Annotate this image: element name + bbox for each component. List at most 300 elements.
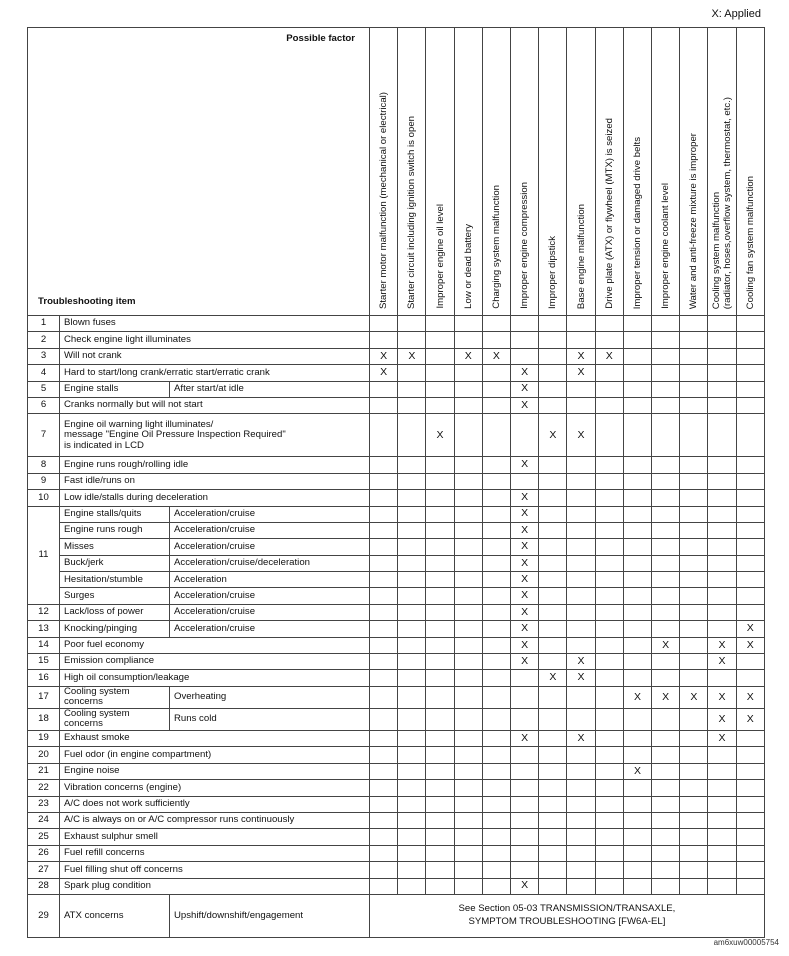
troubleshooting-condition: Acceleration/cruise	[170, 621, 370, 637]
empty-cell	[454, 731, 482, 747]
empty-cell	[539, 763, 567, 779]
empty-cell	[652, 588, 680, 604]
empty-cell	[708, 747, 736, 763]
empty-cell	[567, 572, 595, 588]
table-row	[28, 604, 765, 620]
empty-cell	[370, 457, 398, 473]
empty-cell	[623, 539, 651, 555]
header-corner	[28, 28, 370, 316]
empty-cell	[398, 878, 426, 894]
troubleshooting-item: Cooling system concerns	[60, 686, 170, 708]
empty-cell	[680, 829, 708, 845]
empty-cell	[623, 414, 651, 457]
empty-cell	[623, 829, 651, 845]
empty-cell	[482, 621, 510, 637]
empty-cell	[567, 637, 595, 653]
empty-cell	[595, 397, 623, 413]
factor-column-header	[708, 28, 736, 316]
applied-mark: X	[511, 365, 539, 381]
empty-cell	[454, 812, 482, 828]
empty-cell	[426, 686, 454, 708]
empty-cell	[482, 414, 510, 457]
row-number: 13	[28, 621, 60, 637]
empty-cell	[736, 381, 764, 397]
empty-cell	[426, 862, 454, 878]
empty-cell	[652, 763, 680, 779]
empty-cell	[708, 522, 736, 538]
applied-mark: X	[511, 457, 539, 473]
factor-column-header	[539, 28, 567, 316]
empty-cell	[398, 845, 426, 861]
applied-mark: X	[567, 414, 595, 457]
row-number: 14	[28, 637, 60, 653]
empty-cell	[652, 812, 680, 828]
empty-cell	[454, 686, 482, 708]
empty-cell	[370, 604, 398, 620]
empty-cell	[398, 332, 426, 348]
applied-mark: X	[482, 348, 510, 364]
empty-cell	[426, 506, 454, 522]
empty-cell	[623, 731, 651, 747]
table-row	[28, 414, 765, 457]
empty-cell	[511, 348, 539, 364]
empty-cell	[623, 796, 651, 812]
empty-cell	[595, 522, 623, 538]
empty-cell	[736, 829, 764, 845]
factor-label: Improper engine oil level	[434, 204, 446, 309]
table-row	[28, 621, 765, 637]
empty-cell	[511, 686, 539, 708]
empty-cell	[595, 473, 623, 489]
applied-mark: X	[567, 654, 595, 670]
empty-cell	[708, 332, 736, 348]
empty-cell	[623, 845, 651, 861]
empty-cell	[539, 747, 567, 763]
empty-cell	[370, 332, 398, 348]
empty-cell	[482, 588, 510, 604]
empty-cell	[652, 604, 680, 620]
document-code: am6xuw00005754	[713, 938, 779, 947]
applied-mark: X	[623, 686, 651, 708]
empty-cell	[652, 708, 680, 730]
factor-label: Cooling system malfunction (radiator, hoses,overflow system, thermostat, etc.)	[711, 96, 734, 309]
empty-cell	[539, 780, 567, 796]
table-row	[28, 894, 765, 937]
empty-cell	[482, 878, 510, 894]
empty-cell	[595, 708, 623, 730]
empty-cell	[680, 572, 708, 588]
empty-cell	[623, 490, 651, 506]
troubleshooting-item: Engine runs rough	[60, 522, 170, 538]
empty-cell	[680, 780, 708, 796]
empty-cell	[482, 490, 510, 506]
empty-cell	[652, 348, 680, 364]
applied-mark: X	[398, 348, 426, 364]
empty-cell	[539, 731, 567, 747]
empty-cell	[426, 348, 454, 364]
troubleshooting-item: Surges	[60, 588, 170, 604]
empty-cell	[539, 316, 567, 332]
empty-cell	[370, 708, 398, 730]
factor-label: Charging system malfunction	[490, 185, 502, 309]
troubleshooting-item: Exhaust smoke	[60, 731, 370, 747]
factor-label: Base engine malfunction	[575, 203, 587, 309]
table-row	[28, 539, 765, 555]
empty-cell	[680, 812, 708, 828]
applied-mark: X	[539, 670, 567, 686]
empty-cell	[398, 414, 426, 457]
applied-mark: X	[511, 506, 539, 522]
empty-cell	[708, 780, 736, 796]
empty-cell	[511, 670, 539, 686]
empty-cell	[482, 604, 510, 620]
empty-cell	[708, 506, 736, 522]
table-row	[28, 637, 765, 653]
empty-cell	[623, 588, 651, 604]
empty-cell	[736, 397, 764, 413]
empty-cell	[426, 708, 454, 730]
applied-mark: X	[708, 686, 736, 708]
row-number: 2	[28, 332, 60, 348]
empty-cell	[398, 316, 426, 332]
empty-cell	[398, 588, 426, 604]
empty-cell	[539, 457, 567, 473]
empty-cell	[398, 365, 426, 381]
factor-column-header	[680, 28, 708, 316]
empty-cell	[652, 829, 680, 845]
empty-cell	[426, 457, 454, 473]
table-row	[28, 731, 765, 747]
empty-cell	[454, 490, 482, 506]
troubleshooting-item: Hesitation/stumble	[60, 572, 170, 588]
empty-cell	[482, 845, 510, 861]
empty-cell	[398, 637, 426, 653]
empty-cell	[398, 796, 426, 812]
row-number: 7	[28, 414, 60, 457]
empty-cell	[454, 473, 482, 489]
empty-cell	[623, 654, 651, 670]
factor-column-header	[511, 28, 539, 316]
troubleshooting-condition: Runs cold	[170, 708, 370, 730]
troubleshooting-item: Engine stalls/quits	[60, 506, 170, 522]
empty-cell	[736, 862, 764, 878]
empty-cell	[398, 397, 426, 413]
empty-cell	[708, 829, 736, 845]
factor-column-header	[595, 28, 623, 316]
table-row	[28, 522, 765, 538]
empty-cell	[736, 365, 764, 381]
empty-cell	[398, 780, 426, 796]
empty-cell	[595, 812, 623, 828]
cross-reference-note: See Section 05-03 TRANSMISSION/TRANSAXLE, SYMPTOM TROUBLESHOOTING [FW6A-EL]	[370, 894, 765, 937]
empty-cell	[708, 878, 736, 894]
empty-cell	[454, 539, 482, 555]
empty-cell	[595, 381, 623, 397]
empty-cell	[708, 365, 736, 381]
empty-cell	[567, 473, 595, 489]
header-row	[28, 28, 765, 316]
empty-cell	[370, 812, 398, 828]
troubleshooting-item: Check engine light illuminates	[60, 332, 370, 348]
empty-cell	[482, 829, 510, 845]
applied-mark: X	[736, 708, 764, 730]
empty-cell	[454, 381, 482, 397]
empty-cell	[511, 414, 539, 457]
empty-cell	[652, 555, 680, 571]
empty-cell	[595, 555, 623, 571]
applied-mark: X	[652, 637, 680, 653]
empty-cell	[454, 763, 482, 779]
empty-cell	[567, 316, 595, 332]
empty-cell	[511, 708, 539, 730]
empty-cell	[736, 796, 764, 812]
empty-cell	[511, 763, 539, 779]
empty-cell	[567, 555, 595, 571]
empty-cell	[708, 348, 736, 364]
empty-cell	[426, 555, 454, 571]
empty-cell	[595, 490, 623, 506]
table-row	[28, 365, 765, 381]
empty-cell	[426, 522, 454, 538]
empty-cell	[567, 588, 595, 604]
empty-cell	[370, 316, 398, 332]
empty-cell	[511, 862, 539, 878]
empty-cell	[736, 747, 764, 763]
empty-cell	[652, 490, 680, 506]
empty-cell	[567, 796, 595, 812]
applied-mark: X	[652, 686, 680, 708]
empty-cell	[623, 365, 651, 381]
empty-cell	[454, 747, 482, 763]
empty-cell	[482, 572, 510, 588]
empty-cell	[623, 397, 651, 413]
empty-cell	[567, 539, 595, 555]
possible-factor-label: Possible factor	[286, 33, 356, 44]
troubleshooting-item: Emission compliance	[60, 654, 370, 670]
empty-cell	[482, 539, 510, 555]
empty-cell	[680, 654, 708, 670]
empty-cell	[370, 572, 398, 588]
empty-cell	[623, 780, 651, 796]
empty-cell	[482, 522, 510, 538]
empty-cell	[539, 621, 567, 637]
row-number: 16	[28, 670, 60, 686]
troubleshooting-item: Fuel refill concerns	[60, 845, 370, 861]
troubleshooting-item: Engine oil warning light illuminates/ message "Engine Oil Pressure Inspection Required" is indicated in LCD	[60, 414, 370, 457]
empty-cell	[567, 878, 595, 894]
empty-cell	[652, 332, 680, 348]
empty-cell	[623, 708, 651, 730]
troubleshooting-item: Vibration concerns (engine)	[60, 780, 370, 796]
empty-cell	[398, 763, 426, 779]
table-body	[28, 316, 765, 938]
empty-cell	[567, 780, 595, 796]
empty-cell	[398, 539, 426, 555]
empty-cell	[567, 522, 595, 538]
empty-cell	[482, 397, 510, 413]
row-number: 20	[28, 747, 60, 763]
table-row	[28, 490, 765, 506]
empty-cell	[426, 829, 454, 845]
applied-mark: X	[567, 365, 595, 381]
applied-mark: X	[511, 604, 539, 620]
empty-cell	[680, 731, 708, 747]
row-number: 25	[28, 829, 60, 845]
empty-cell	[708, 572, 736, 588]
empty-cell	[370, 731, 398, 747]
empty-cell	[370, 490, 398, 506]
empty-cell	[482, 670, 510, 686]
factor-label: Improper tension or damaged drive belts	[631, 136, 643, 309]
empty-cell	[708, 862, 736, 878]
empty-cell	[680, 670, 708, 686]
empty-cell	[623, 555, 651, 571]
empty-cell	[539, 522, 567, 538]
row-number: 5	[28, 381, 60, 397]
row-number: 27	[28, 862, 60, 878]
empty-cell	[680, 708, 708, 730]
empty-cell	[426, 365, 454, 381]
empty-cell	[567, 763, 595, 779]
empty-cell	[567, 829, 595, 845]
empty-cell	[539, 490, 567, 506]
empty-cell	[482, 747, 510, 763]
empty-cell	[708, 457, 736, 473]
empty-cell	[370, 414, 398, 457]
empty-cell	[623, 747, 651, 763]
empty-cell	[595, 878, 623, 894]
empty-cell	[736, 572, 764, 588]
empty-cell	[736, 780, 764, 796]
applied-mark: X	[567, 731, 595, 747]
applied-mark: X	[511, 539, 539, 555]
empty-cell	[454, 555, 482, 571]
empty-cell	[398, 490, 426, 506]
empty-cell	[454, 572, 482, 588]
empty-cell	[595, 332, 623, 348]
factor-column-header	[454, 28, 482, 316]
empty-cell	[370, 862, 398, 878]
applied-mark: X	[567, 348, 595, 364]
empty-cell	[680, 637, 708, 653]
empty-cell	[454, 780, 482, 796]
empty-cell	[736, 414, 764, 457]
empty-cell	[370, 621, 398, 637]
empty-cell	[398, 708, 426, 730]
empty-cell	[539, 381, 567, 397]
empty-cell	[595, 316, 623, 332]
table-row	[28, 878, 765, 894]
empty-cell	[567, 686, 595, 708]
empty-cell	[680, 747, 708, 763]
empty-cell	[680, 522, 708, 538]
empty-cell	[398, 654, 426, 670]
empty-cell	[426, 747, 454, 763]
row-number: 21	[28, 763, 60, 779]
empty-cell	[454, 654, 482, 670]
row-number: 3	[28, 348, 60, 364]
empty-cell	[482, 654, 510, 670]
troubleshooting-item: Low idle/stalls during deceleration	[60, 490, 370, 506]
empty-cell	[398, 522, 426, 538]
empty-cell	[426, 397, 454, 413]
empty-cell	[398, 829, 426, 845]
empty-cell	[370, 845, 398, 861]
empty-cell	[539, 812, 567, 828]
empty-cell	[539, 796, 567, 812]
troubleshooting-condition: Upshift/downshift/engagement	[170, 894, 370, 937]
empty-cell	[736, 539, 764, 555]
table-row	[28, 555, 765, 571]
empty-cell	[454, 457, 482, 473]
empty-cell	[567, 845, 595, 861]
empty-cell	[736, 604, 764, 620]
empty-cell	[454, 708, 482, 730]
empty-cell	[652, 796, 680, 812]
empty-cell	[482, 862, 510, 878]
applied-mark: X	[708, 708, 736, 730]
empty-cell	[680, 506, 708, 522]
applied-mark: X	[539, 414, 567, 457]
empty-cell	[595, 365, 623, 381]
empty-cell	[398, 506, 426, 522]
empty-cell	[539, 555, 567, 571]
empty-cell	[736, 332, 764, 348]
applied-mark: X	[708, 637, 736, 653]
empty-cell	[539, 604, 567, 620]
empty-cell	[595, 686, 623, 708]
empty-cell	[652, 572, 680, 588]
empty-cell	[595, 604, 623, 620]
row-number: 23	[28, 796, 60, 812]
troubleshooting-condition: Acceleration/cruise	[170, 588, 370, 604]
empty-cell	[652, 457, 680, 473]
empty-cell	[736, 490, 764, 506]
empty-cell	[454, 365, 482, 381]
empty-cell	[511, 845, 539, 861]
empty-cell	[652, 780, 680, 796]
empty-cell	[482, 812, 510, 828]
empty-cell	[426, 670, 454, 686]
empty-cell	[680, 604, 708, 620]
empty-cell	[398, 621, 426, 637]
troubleshooting-item: Fast idle/runs on	[60, 473, 370, 489]
empty-cell	[398, 747, 426, 763]
empty-cell	[595, 414, 623, 457]
empty-cell	[426, 812, 454, 828]
empty-cell	[736, 670, 764, 686]
empty-cell	[652, 316, 680, 332]
empty-cell	[454, 316, 482, 332]
empty-cell	[652, 381, 680, 397]
empty-cell	[680, 473, 708, 489]
empty-cell	[595, 637, 623, 653]
empty-cell	[398, 604, 426, 620]
empty-cell	[708, 812, 736, 828]
empty-cell	[539, 506, 567, 522]
empty-cell	[680, 555, 708, 571]
empty-cell	[426, 316, 454, 332]
applied-mark: X	[454, 348, 482, 364]
empty-cell	[623, 332, 651, 348]
empty-cell	[680, 348, 708, 364]
empty-cell	[623, 381, 651, 397]
factor-label: Starter circuit including ignition switch is open	[406, 115, 418, 309]
empty-cell	[539, 348, 567, 364]
empty-cell	[652, 654, 680, 670]
applied-mark: X	[595, 348, 623, 364]
factor-label: Drive plate (ATX) or flywheel (MTX) is seized	[603, 118, 615, 309]
